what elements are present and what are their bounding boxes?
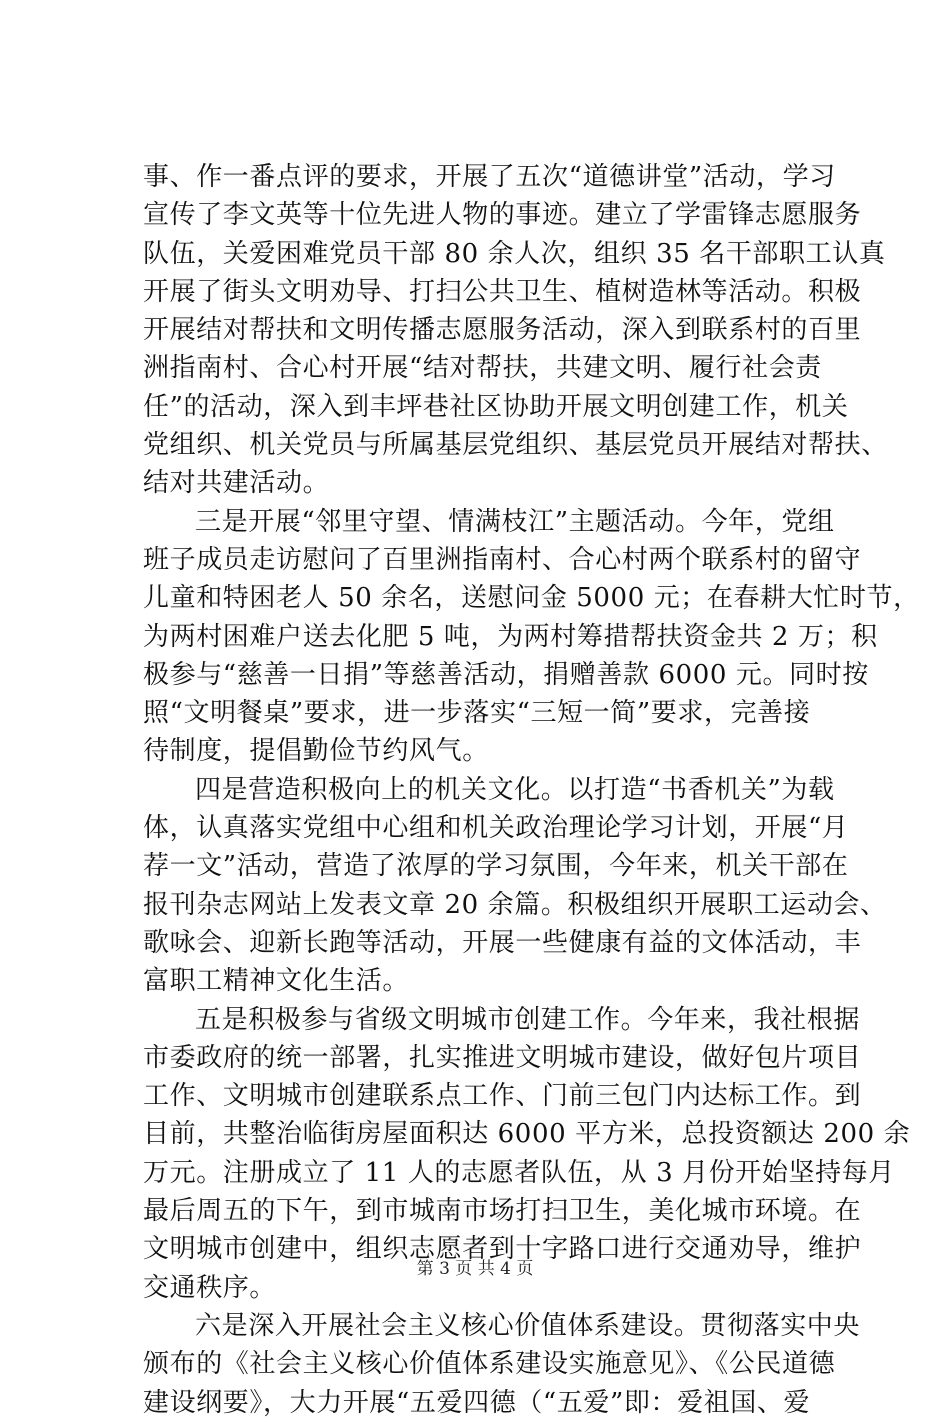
text-line: 宣传了李文英等十位先进人物的事迹。建立了学雷锋志愿服务	[143, 200, 862, 231]
text-line: 目前，共整治临街房屋面积达 6000 平方米，总投资额达 200 余	[143, 1119, 911, 1150]
text-line: 建设纲要》，大力开展“五爱四德（“五爱”即：爱祖国、爱	[143, 1387, 811, 1418]
text-line: 照“文明餐桌”要求，进一步落实“三短一简”要求，完善接	[143, 698, 811, 729]
text-line: 市委政府的统一部署，扎实推进文明城市建设，做好包片项目	[143, 1042, 862, 1073]
text-line: 儿童和特困老人 50 余名，送慰问金 5000 元；在春耕大忙时节，	[143, 583, 920, 614]
text-line: 待制度，提倡勤俭节约风气。	[143, 736, 489, 767]
text-line: 开展结对帮扶和文明传播志愿服务活动，深入到联系村的百里	[143, 315, 862, 346]
text-line: 颁布的《社会主义核心价值体系建设实施意见》、《公民道德	[143, 1349, 836, 1380]
text-line: 报刊杂志网站上发表文章 20 余篇。积极组织开展职工运动会、	[143, 889, 887, 920]
text-line: 党组织、机关党员与所属基层党组织、基层党员开展结对帮扶、	[143, 430, 888, 461]
paragraph-start-5: 五是积极参与省级文明城市创建工作。今年来，我社根据	[195, 1004, 861, 1035]
paragraph-start-4: 四是营造积极向上的机关文化。以打造“书香机关”为载	[195, 774, 835, 805]
body-text	[143, 158, 920, 1422]
text-line: 工作、文明城市创建联系点工作、门前三包门内达标工作。到	[143, 1081, 862, 1112]
text-line: 洲指南村、合心村开展“结对帮扶，共建文明、履行社会责	[143, 353, 822, 384]
text-line: 班子成员走访慰问了百里洲指南村、合心村两个联系村的留守	[143, 544, 862, 575]
text-line: 极参与“慈善一日捐”等慈善活动，捐赠善款 6000 元。同时按	[143, 659, 869, 690]
text-line: 歌咏会、迎新长跑等活动，开展一些健康有益的文体活动，丰	[143, 927, 862, 958]
text-line: 开展了街头文明劝导、打扫公共卫生、植树造林等活动。积极	[143, 276, 862, 307]
text-line: 为两村困难户送去化肥 5 吨，为两村筹措帮扶资金共 2 万；积	[143, 621, 878, 652]
text-line: 最后周五的下午，到市城南市场打扫卫生，美化城市环境。在	[143, 1196, 862, 1227]
text-line: 富职工精神文化生活。	[143, 966, 410, 997]
text-line: 结对共建活动。	[143, 468, 330, 499]
text-line: 荐一文”活动，营造了浓厚的学习氛围，今年来，机关干部在	[143, 851, 849, 882]
text-line: 万元。注册成立了 11 人的志愿者队伍，从 3 月份开始坚持每月	[143, 1157, 895, 1188]
text-line: 事、作一番点评的要求，开展了五次“道德讲堂”活动，学习	[143, 162, 836, 192]
paragraph-start-3: 三是开展“邻里守望、情满枝江”主题活动。今年，党组	[195, 506, 835, 537]
text-line: 文明城市创建中，组织志愿者到十字路口进行交通劝导，维护	[143, 1234, 862, 1265]
page-number-footer: 第 3 页 共 4 页	[416, 1259, 534, 1279]
text-line: 队伍，关爱困难党员干部 80 余人次，组织 35 名干部职工认真	[143, 238, 886, 269]
text-line: 交通秩序。	[143, 1272, 277, 1303]
text-line: 体，认真落实党组中心组和机关政治理论学习计划，开展“月	[143, 813, 849, 844]
paragraph-start-6: 六是深入开展社会主义核心价值体系建设。贯彻落实中央	[195, 1310, 861, 1341]
text-line: 任”的活动，深入到丰坪巷社区协助开展文明创建工作，机关	[143, 391, 849, 422]
